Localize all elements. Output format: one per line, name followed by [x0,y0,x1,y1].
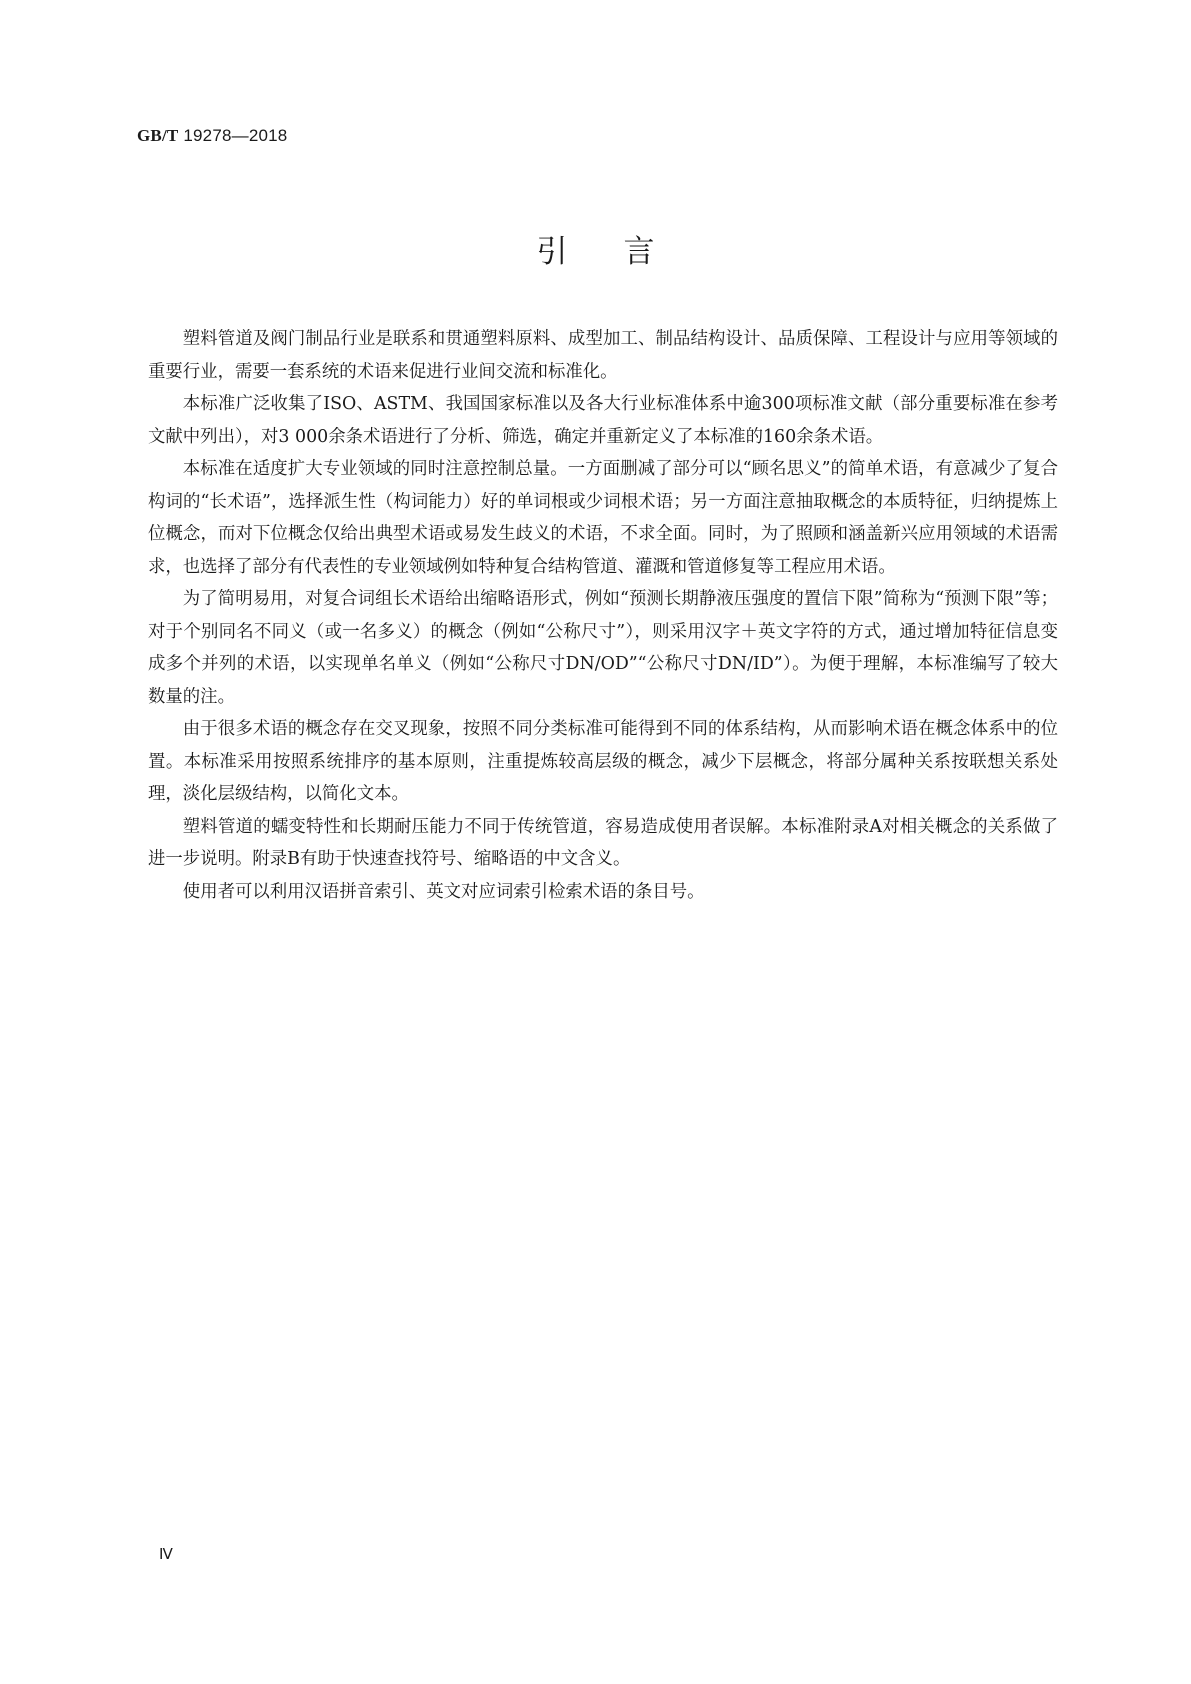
standard-code-prefix: GB/T [137,126,179,145]
paragraph: 本标准广泛收集了ISO、ASTM、我国国家标准以及各大行业标准体系中逾300项标准文献（部分重要标准在参考文献中列出），对3 000余条术语进行了分析、筛选，确定并重新定义了本标准的160余条术语。 [148,394,1058,447]
page-title: 引言 [536,234,711,270]
paragraph: 塑料管道及阀门制品行业是联系和贯通塑料原料、成型加工、制品结构设计、品质保障、工程设计与应用等领域的重要行业，需要一套系统的术语来促进行业间交流和标准化。 [148,329,1058,382]
page-number: Ⅳ [159,1547,173,1563]
introduction-body [148,323,1058,908]
paragraph: 为了简明易用，对复合词组长术语给出缩略语形式，例如“预测长期静液压强度的置信下限”简称为“预测下限”等；对于个别同名不同义（或一名多义）的概念（例如“公称尺寸”），则采用汉字＋英文字符的方式，通过增加特征信息变成多个并列的术语，以实现单名单义（例如“公称尺寸DN/OD”“公称尺寸DN/ID”）。为便于理解，本标准编写了较大数量的注。 [148,589,1058,707]
paragraph: 使用者可以利用汉语拼音索引、英文对应词索引检索术语的条目号。 [182,881,705,902]
standard-code [137,126,287,146]
paragraph: 由于很多术语的概念存在交叉现象，按照不同分类标准可能得到不同的体系结构，从而影响术语在概念体系中的位置。本标准采用按照系统排序的基本原则，注重提炼较高层级的概念，减少下层概念，将部分属种关系按联想关系处理，淡化层级结构，以简化文本。 [148,719,1058,804]
standard-code-number: 19278—2018 [183,126,288,145]
paragraph: 塑料管道的蠕变特性和长期耐压能力不同于传统管道，容易造成使用者误解。本标准附录A对相关概念的关系做了进一步说明。附录B有助于快速查找符号、缩略语的中文含义。 [148,816,1058,869]
paragraph: 本标准在适度扩大专业领域的同时注意控制总量。一方面删减了部分可以“顾名思义”的简单术语，有意减少了复合构词的“长术语”，选择派生性（构词能力）好的单词根或少词根术语；另一方面注意抽取概念的本质特征，归纳提炼上位概念，而对下位概念仅给出典型术语或易发生歧义的术语，不求全面。同时，为了照顾和涵盖新兴应用领域的术语需求，也选择了部分有代表性的专业领域例如特种复合结构管道、灌溉和管道修复等工程应用术语。 [148,459,1058,577]
